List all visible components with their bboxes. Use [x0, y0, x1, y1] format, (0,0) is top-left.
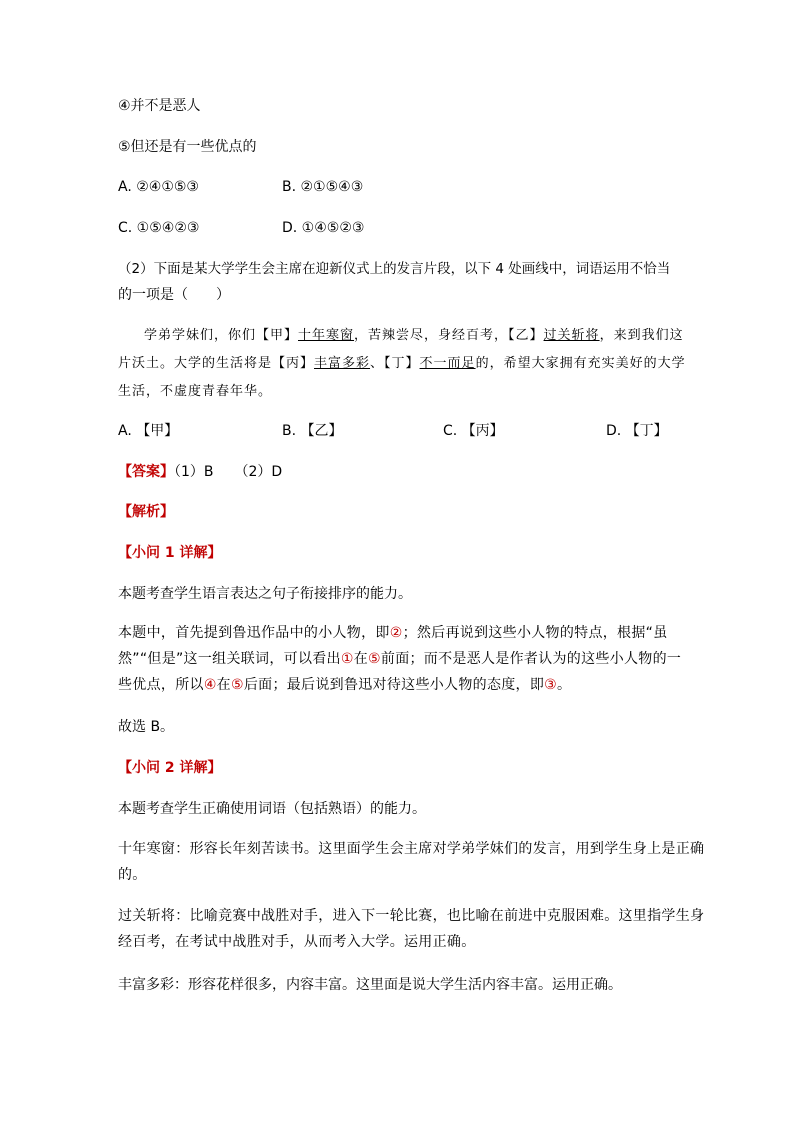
text-span: 的。: [118, 867, 147, 883]
passage-text: ，苦辣尝尽，身经百考，【乙】: [354, 328, 544, 343]
sub2-line1: 本题考查学生正确使用词语（包括熟语）的能力。: [118, 801, 426, 817]
sub2-entry-2: [118, 903, 705, 955]
q2-option-d: D. 【丁】: [606, 423, 668, 439]
underline-yi: 过关斩将: [543, 328, 600, 343]
passage-text: 片沃土。大学的生活将是【丙】: [118, 356, 315, 371]
underline-bing: 丰富多彩: [314, 356, 371, 371]
q1-option-d: D. ①④⑤②③: [282, 220, 365, 236]
underline-ding: 不一而足: [419, 356, 476, 371]
q2-option-a: A. 【甲】: [118, 423, 179, 439]
circled-5: ⑤: [368, 651, 381, 667]
text-span: ；然后再说到这些小人物的特点，根据“虽: [402, 625, 668, 641]
sub1-conclusion: 故选 B。: [118, 719, 175, 735]
circled-2: ②: [389, 625, 403, 641]
sub1-line1: 本题考查学生语言表达之句子衔接排序的能力。: [118, 586, 412, 602]
passage-text: 、【丁】: [370, 356, 420, 371]
sub2-entry-1: [118, 836, 705, 888]
circled-4: ④: [203, 677, 217, 693]
passage-text: 生活，不虚度青春年华。: [118, 384, 273, 399]
answer-line: [118, 462, 282, 482]
circled-3: ③: [544, 677, 558, 693]
q1-option-b: B. ②①⑤④③: [282, 179, 364, 195]
underline-jia: 十年寒窗: [298, 328, 355, 343]
answer-text: （1）B （2）D: [174, 464, 283, 480]
text-span: 前面；而不是恶人是作者认为的这些小人物的一: [380, 651, 682, 667]
text-span: 。: [557, 677, 572, 693]
sub1-explanation: [118, 620, 698, 698]
text-span: 然”“但是”这一组关联词，可以看出: [118, 651, 341, 667]
sub1-label: 【小问 1 详解】: [118, 545, 222, 561]
passage-text: 学弟学妹们，你们【甲】: [144, 328, 299, 343]
analysis-label: 【解析】: [118, 504, 174, 520]
q1-option-a: A. ②④①⑤③: [118, 179, 199, 195]
text-span: 十年寒窗：形容长年刻苦读书。这里面学生会主席对学弟学妹们的发言，用到学生身上是正确: [118, 841, 705, 857]
text-span: 些优点，所以: [118, 677, 204, 693]
text-span: 本题中，首先提到鲁迅作品中的小人物，即: [118, 625, 390, 641]
q2-option-c: C. 【丙】: [443, 423, 504, 439]
circled-5: ⑤: [230, 677, 244, 693]
text-span: 在: [353, 651, 369, 667]
item-5: ⑤但还是有一些优点的: [118, 139, 257, 155]
q2-stem-line1: （2）下面是某大学学生会主席在迎新仪式上的发言片段，以下 4 处画线中，词语运用不恰当: [118, 261, 671, 277]
text-span: 后面；最后说到鲁迅对待这些小人物的态度，即: [243, 677, 545, 693]
passage-text: 的，希望大家拥有充实美好的大学: [475, 356, 686, 371]
passage-text: ，来到我们这: [599, 328, 684, 343]
q2-option-b: B. 【乙】: [282, 423, 343, 439]
answer-label: 【答案】: [118, 464, 174, 480]
text-span: 在: [216, 677, 231, 693]
text-span: 经百考，在考试中战胜对手，从而考入大学。运用正确。: [118, 934, 476, 950]
item-4: ④并不是恶人: [118, 98, 201, 114]
text-span: 过关斩将：比喻竞赛中战胜对手，进入下一轮比赛，也比喻在前进中克服困难。这里指学生身: [118, 908, 705, 924]
q1-option-c: C. ①⑤④②③: [118, 220, 200, 236]
circled-1: ①: [340, 651, 354, 667]
sub2-label: 【小问 2 详解】: [118, 760, 222, 776]
q2-stem-line2: 的一项是（ ）: [118, 287, 230, 303]
sub2-entry-3: 丰富多彩：形容花样很多，内容丰富。这里面是说大学生活内容丰富。运用正确。: [118, 977, 622, 993]
q2-passage: [118, 322, 686, 406]
